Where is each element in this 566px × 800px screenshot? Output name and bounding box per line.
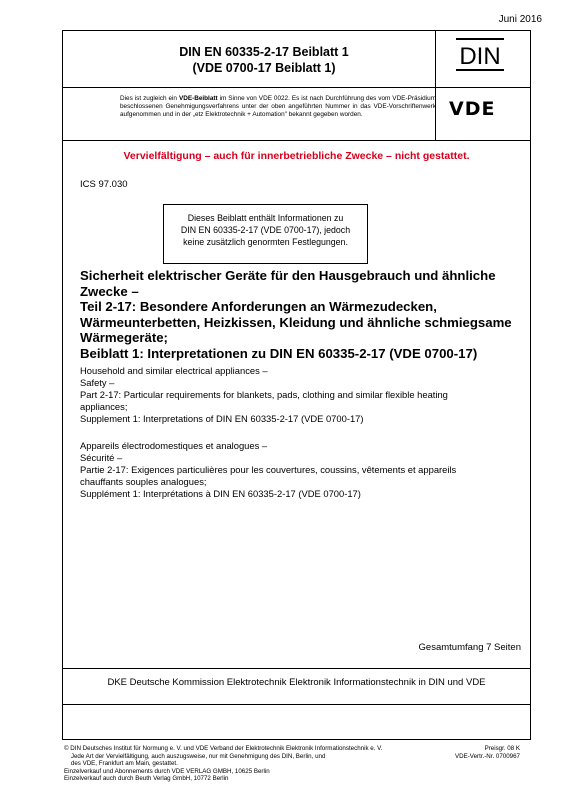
english-title-line: Household and similar electrical appliances – (80, 365, 268, 376)
vde-logo: VDE (449, 98, 496, 120)
german-title-line: Teil 2-17: Besondere Anforderungen an Wärmezudecken, (80, 299, 437, 315)
info-box (163, 204, 368, 264)
german-title (80, 268, 530, 362)
german-title-line: Beiblatt 1: Interpretationen zu DIN EN 60335-2-17 (VDE 0700-17) (80, 345, 478, 361)
standard-title (63, 44, 465, 76)
standard-title-line-2: (VDE 0700-17 Beiblatt 1) (192, 61, 336, 75)
header-divider-1 (62, 87, 531, 88)
total-pages: Gesamtumfang 7 Seiten (418, 642, 521, 653)
info-box-line: DIN EN 60335-2-17 (VDE 0700-17), jedoch (180, 225, 351, 235)
standard-title-line-1: DIN EN 60335-2-17 Beiblatt 1 (179, 45, 349, 59)
footer-divider-1 (62, 668, 531, 669)
vde-supplement-notice (120, 95, 436, 120)
english-title (80, 365, 532, 425)
copyright-footer (64, 745, 382, 783)
header-divider-2 (62, 140, 531, 141)
footer-line: Jede Art der Vervielfältigung, auch auszugsweise, nur mit Genehmigung des DIN, Berlin, und (64, 752, 326, 760)
ics-code: ICS 97.030 (80, 179, 128, 190)
german-title-line: Wärmeunterbetten, Heizkissen, Kleidung und ähnliche schmiegsame (80, 314, 512, 330)
copy-warning: Vervielfältigung – auch für innerbetriebliche Zwecke – nicht gestattet. (123, 150, 470, 162)
footer-line: © DIN Deutsches Institut für Normung e. V. und VDE Verband der Elektrotechnik Elektronik Informationstechnik e. V. (64, 745, 383, 752)
din-logo (456, 38, 504, 71)
dke-commission: DKE Deutsche Kommission Elektrotechnik Elektronik Informationstechnik in DIN und VDE (107, 677, 486, 688)
french-title-line: chauffants souples analogues; (80, 476, 207, 487)
frame-left-line (62, 30, 63, 740)
french-title-line: Appareils électrodomestiques et analogues – (80, 440, 268, 451)
french-title (80, 440, 532, 500)
french-title-line: Partie 2-17: Exigences particulières pour les couvertures, coussins, vêtements et appareils (80, 464, 457, 475)
price-group: Preisgr. 08 K (484, 745, 520, 752)
notice-bold: VDE-Beiblatt (178, 95, 218, 102)
german-title-line: Sicherheit elektrischer Geräte für den Hausgebrauch und ähnliche (80, 268, 496, 283)
english-title-line: appliances; (80, 401, 128, 412)
vde-order-number: VDE-Vertr.-Nr. 0700967 (455, 752, 520, 760)
frame-top-line (62, 30, 531, 31)
english-title-line: Supplement 1: Interpretations of DIN EN 60335-2-17 (VDE 0700-17) (80, 413, 364, 424)
french-title-line: Sécurité – (80, 452, 123, 463)
english-title-line: Part 2-17: Particular requirements for blankets, pads, clothing and similar flexible heating (80, 389, 448, 400)
footer-divider-2 (62, 704, 531, 705)
info-box-line: keine zusätzlich genormten Festlegungen. (183, 237, 348, 247)
german-title-line: Wärmegeräte; (80, 330, 168, 346)
info-box-line: Dieses Beiblatt enthält Informationen zu (187, 213, 344, 223)
german-title-line: Zwecke – (80, 283, 139, 299)
english-title-line: Safety – (80, 377, 115, 388)
price-info (455, 745, 520, 760)
din-logo-text: DIN (459, 43, 501, 70)
issue-date: Juni 2016 (498, 14, 542, 25)
french-title-line: Supplément 1: Interprétations à DIN EN 60335-2-17 (VDE 0700-17) (80, 488, 361, 499)
frame-bottom-line (62, 739, 531, 740)
footer-line: des VDE, Frankfurt am Main, gestattet. (64, 760, 178, 768)
footer-line: Einzelverkauf auch durch Beuth Verlag GmbH, 10772 Berlin (64, 775, 229, 783)
notice-prefix: Dies ist zugleich ein (120, 95, 179, 102)
notice-rest: im Sinne von VDE 0022. Es ist nach Durchführung des vom VDE-Präsidium beschlossenen Genehmigungsverfahrens unter der oben angeführten Nummer in das VDE-Vorschriftenwerk aufgenommen und in der „etz Elektrotechnik + Automation" bekannt gegeben worden. (120, 95, 436, 119)
footer-line: Einzelverkauf und Abonnements durch VDE VERLAG GMBH, 10625 Berlin (64, 767, 270, 775)
